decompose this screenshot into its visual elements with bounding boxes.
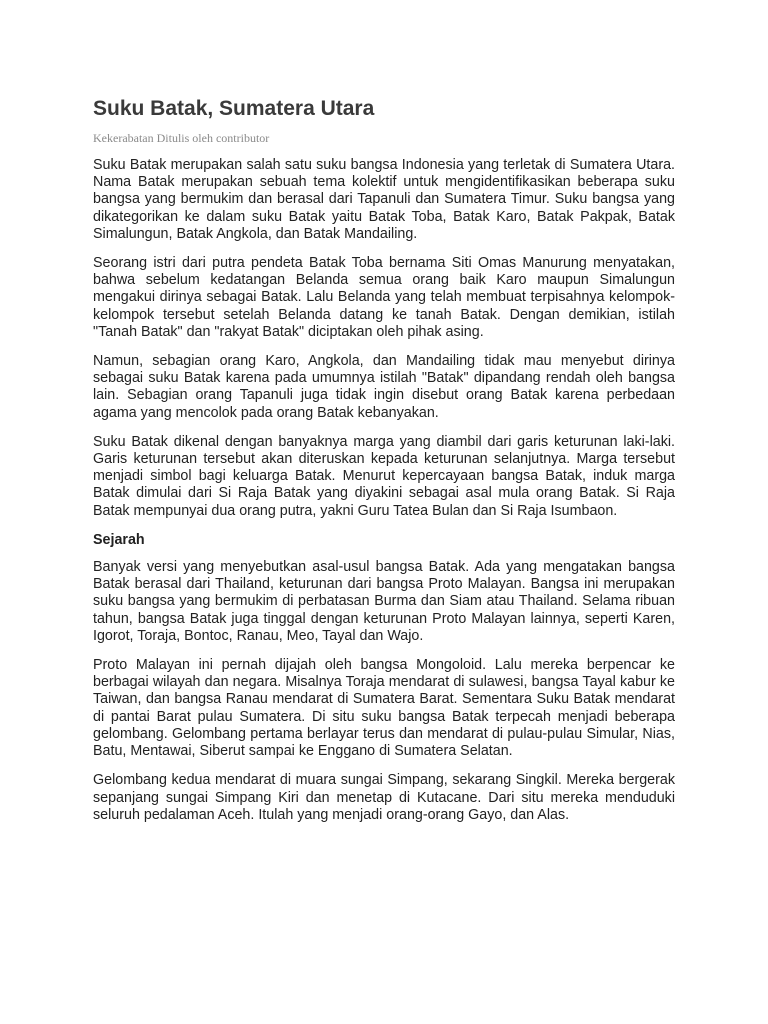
paragraph-intro-1: Suku Batak merupakan salah satu suku bangsa Indonesia yang terletak di Sumatera Utara. Nama Batak merupakan sebuah tema kolektif untuk mengidentifikasikan beberapa suku bangsa yang bermukim dan berasal dari Tapanuli dan Sumatera Timur. Suku bangsa yang dikategorikan ke dalam suku Batak yaitu Batak Toba, Batak Karo, Batak Pakpak, Batak Simalungun, Batak Angkola, dan Batak Mandailing.: [93, 157, 675, 242]
paragraph-sejarah-2: Proto Malayan ini pernah dijajah oleh bangsa Mongoloid. Lalu mereka berpencar ke berbagai wilayah dan negara. Misalnya Toraja mendarat di sulawesi, bangsa Tayal kabur ke Taiwan, dan bangsa Ranau mendarat di Sumatera Barat. Sementara Suku Batak mendarat di pantai Barat pulau Sumatera. Di situ suku bangsa Batak terpecah menjadi beberapa gelombang. Gelombang pertama berlayar terus dan mendarat di pulau-pulau Simular, Nias, Batu, Mentawai, Siberut sampai ke Enggano di Sumatera Selatan.: [93, 657, 675, 760]
section-heading-sejarah: Sejarah: [93, 531, 145, 548]
article-meta: Kekerabatan Ditulis oleh contributor: [93, 131, 270, 145]
paragraph-intro-2: Seorang istri dari putra pendeta Batak Toba bernama Siti Omas Manurung menyatakan, bahwa sebelum kedatangan Belanda semua orang baik Karo maupun Simalungun mengakui dirinya sebagai Batak. Lalu Belanda yang telah membuat terpisahnya kelompok-kelompok tersebut setelah Belanda datang ke tanah Batak. Dengan demikian, istilah "Tanah Batak" dan "rakyat Batak" diciptakan oleh pihak asing.: [93, 255, 675, 340]
paragraph-intro-4: Suku Batak dikenal dengan banyaknya marga yang diambil dari garis keturunan laki-laki. Garis keturunan tersebut akan diteruskan kepada keturunan selanjutnya. Marga tersebut menjadi simbol bagi keluarga Batak. Menurut kepercayaan bangsa Batak, induk marga Batak dimulai dari Si Raja Batak yang diyakini sebagai asal mula orang Batak. Si Raja Batak mempunyai dua orang putra, yakni Guru Tatea Bulan dan Si Raja Isumbaon.: [93, 433, 675, 519]
paragraph-intro-3: Namun, sebagian orang Karo, Angkola, dan Mandailing tidak mau menyebut dirinya sebagai suku Batak karena pada umumnya istilah "Batak" dipandang rendah oleh bangsa lain. Sebagian orang Tapanuli juga tidak ingin disebut orang Batak karena perbedaan agama yang mencolok pada orang Batak kebanyakan.: [93, 353, 675, 421]
article-body: [93, 157, 675, 824]
paragraph-sejarah-3: Gelombang kedua mendarat di muara sungai Simpang, sekarang Singkil. Mereka bergerak sepanjang sungai Simpang Kiri dan menetap di Kutacane. Dari situ mereka menduduki seluruh pedalaman Aceh. Itulah yang menjadi orang-orang Gayo, dan Alas.: [93, 772, 675, 823]
page-title: Suku Batak, Sumatera Utara: [93, 97, 375, 120]
paragraph-sejarah-1: Banyak versi yang menyebutkan asal-usul bangsa Batak. Ada yang mengatakan bangsa Batak berasal dari Thailand, keturunan dari bangsa Proto Malayan. Bangsa ini merupakan suku bangsa yang bermukim di perbatasan Burma dan Siam atau Thailand. Selama ribuan tahun, bangsa Batak juga tinggal dengan keturunan Proto Malayan lainnya, seperti Karen, Igorot, Toraja, Bontoc, Ranau, Meo, Tayal dan Wajo.: [93, 559, 675, 644]
